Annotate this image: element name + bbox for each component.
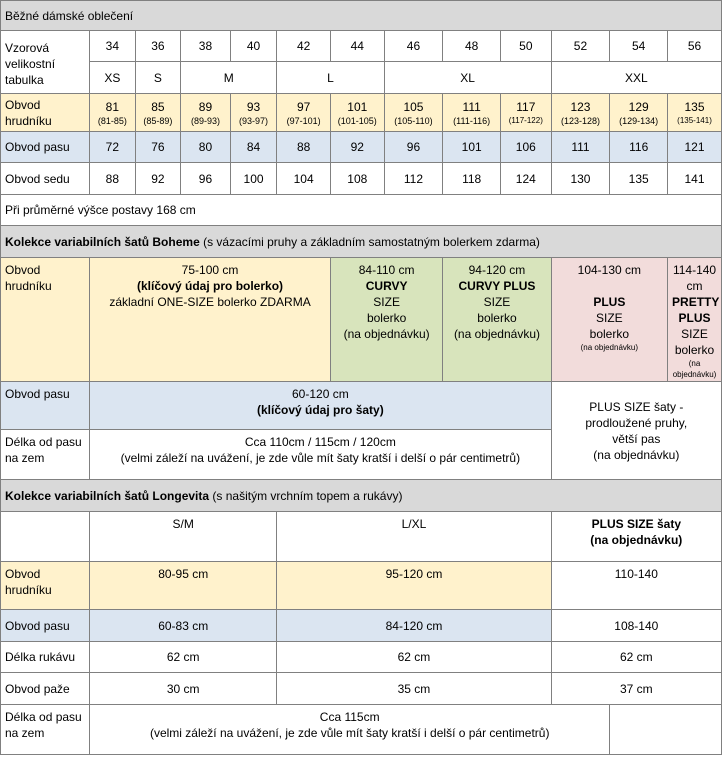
- waist-cell: 111: [551, 132, 610, 163]
- hip-cell: 88: [90, 163, 136, 195]
- longevita-subtitle: (s našitým vrchním topem a rukávy): [212, 488, 403, 503]
- hip-cell: 100: [230, 163, 277, 195]
- hip-cell: 118: [443, 163, 501, 195]
- waist-cell: 80: [181, 132, 231, 163]
- longevita-arm-label: Obvod paže: [1, 673, 90, 705]
- longevita-col-lxl: L/XL: [277, 512, 551, 562]
- longevita-length-label: Délka od pasu na zem: [1, 705, 90, 755]
- size-table-label: Vzorová velikostní tabulka: [1, 31, 90, 94]
- longevita-col-sm: S/M: [90, 512, 277, 562]
- longevita-sleeve-sm: 62 cm: [90, 642, 277, 673]
- size-letter-cell: XXL: [551, 62, 721, 94]
- waist-cell: 76: [135, 132, 181, 163]
- chest-cell: 85 (85-89): [135, 94, 181, 132]
- longevita-length-value: Cca 115cm (velmi záleží na uvážení, je zde vůle mít šaty kratší i delší o pár centimetrů): [90, 705, 610, 755]
- longevita-chest-label: Obvod hrudníku: [1, 562, 90, 610]
- chest-cell: 111 (111-116): [443, 94, 501, 132]
- hip-cell: 112: [384, 163, 443, 195]
- boheme-chest-plus: 104-130 cm PLUS SIZE bolerko (na objednávku): [551, 258, 667, 382]
- longevita-sleeve-lxl: 62 cm: [277, 642, 551, 673]
- hip-cell: 92: [135, 163, 181, 195]
- longevita-chest-lxl: 95-120 cm: [277, 562, 551, 610]
- size-cell: 56: [668, 31, 722, 62]
- longevita-sleeve-label: Délka rukávu: [1, 642, 90, 673]
- size-cell: 54: [610, 31, 668, 62]
- size-cell: 48: [443, 31, 501, 62]
- size-cell: 42: [277, 31, 331, 62]
- height-note: Při průměrné výšce postavy 168 cm: [1, 195, 722, 226]
- boheme-waist-value: 60-120 cm (klíčový údaj pro šaty): [90, 382, 552, 430]
- hip-cell: 108: [330, 163, 384, 195]
- boheme-title: Kolekce variabilních šatů Boheme: [5, 234, 200, 249]
- boheme-chest-pretty-plus: 114-140 cm PRETTY PLUS SIZE bolerko (na objednávku): [668, 258, 722, 382]
- size-cell: 40: [230, 31, 277, 62]
- chest-cell: 93 (93-97): [230, 94, 277, 132]
- size-cell: 50: [501, 31, 552, 62]
- hip-cell: 96: [181, 163, 231, 195]
- hip-cell: 141: [668, 163, 722, 195]
- size-cell: 52: [551, 31, 610, 62]
- waist-cell: 72: [90, 132, 136, 163]
- waist-cell: 92: [330, 132, 384, 163]
- longevita-chest-sm: 80-95 cm: [90, 562, 277, 610]
- longevita-waist-plus: 108-140: [551, 610, 721, 642]
- longevita-col-plus: PLUS SIZE šaty (na objednávku): [551, 512, 721, 562]
- longevita-arm-sm: 30 cm: [90, 673, 277, 705]
- waist-cell: 88: [277, 132, 331, 163]
- hip-cell: 104: [277, 163, 331, 195]
- hip-cell: 130: [551, 163, 610, 195]
- chest-cell: 123 (123-128): [551, 94, 610, 132]
- boheme-chest-curvy: 84-110 cm CURVY SIZE bolerko (na objednávku): [330, 258, 442, 382]
- size-letter-cell: XS: [90, 62, 136, 94]
- hip-cell: 124: [501, 163, 552, 195]
- boheme-subtitle: (s vázacími pruhy a základním samostatným bolerkem zdarma): [203, 234, 540, 249]
- size-cell: 46: [384, 31, 443, 62]
- waist-cell: 101: [443, 132, 501, 163]
- size-cell: 36: [135, 31, 181, 62]
- chest-cell: 101 (101-105): [330, 94, 384, 132]
- size-letter-cell: S: [135, 62, 181, 94]
- longevita-arm-plus: 37 cm: [551, 673, 721, 705]
- boheme-chest-label: Obvod hrudníku: [1, 258, 90, 382]
- size-letter-cell: XL: [384, 62, 551, 94]
- boheme-length-label: Délka od pasu na zem: [1, 430, 90, 480]
- longevita-chest-plus: 110-140: [551, 562, 721, 610]
- hip-cell: 135: [610, 163, 668, 195]
- chest-cell: 97 (97-101): [277, 94, 331, 132]
- chest-cell: 117 (117-122): [501, 94, 552, 132]
- waist-cell: 121: [668, 132, 722, 163]
- longevita-waist-label: Obvod pasu: [1, 610, 90, 642]
- chest-cell: 81 (81-85): [90, 94, 136, 132]
- chest-cell: 89 (89-93): [181, 94, 231, 132]
- chest-cell: 105 (105-110): [384, 94, 443, 132]
- longevita-waist-sm: 60-83 cm: [90, 610, 277, 642]
- size-letter-cell: L: [277, 62, 384, 94]
- chest-cell: 135 (135-141): [668, 94, 722, 132]
- waist-label: Obvod pasu: [1, 132, 90, 163]
- page-title: Běžné dámské oblečení: [1, 1, 722, 31]
- longevita-waist-lxl: 84-120 cm: [277, 610, 551, 642]
- size-cell: 44: [330, 31, 384, 62]
- waist-cell: 116: [610, 132, 668, 163]
- waist-cell: 84: [230, 132, 277, 163]
- longevita-sleeve-plus: 62 cm: [551, 642, 721, 673]
- longevita-arm-lxl: 35 cm: [277, 673, 551, 705]
- waist-cell: 96: [384, 132, 443, 163]
- boheme-length-value: Cca 110cm / 115cm / 120cm (velmi záleží na uvážení, je zde vůle mít šaty kratší i delší o pár centimetrů): [90, 430, 552, 480]
- size-cell: 34: [90, 31, 136, 62]
- boheme-section-header: [1, 226, 722, 258]
- chest-cell: 129 (129-134): [610, 94, 668, 132]
- longevita-empty-cell: [1, 512, 90, 562]
- waist-cell: 106: [501, 132, 552, 163]
- size-letter-cell: M: [181, 62, 277, 94]
- boheme-chest-curvy-plus: 94-120 cm CURVY PLUS SIZE bolerko (na objednávku): [443, 258, 551, 382]
- boheme-chest-basic: 75-100 cm (klíčový údaj pro bolerko) základní ONE-SIZE bolerko ZDARMA: [90, 258, 331, 382]
- longevita-section-header: [1, 480, 722, 512]
- size-cell: 38: [181, 31, 231, 62]
- boheme-plus-note: PLUS SIZE šaty - prodloužené pruhy, větší pas (na objednávku): [551, 382, 721, 480]
- longevita-length-empty: [610, 705, 722, 755]
- hip-label: Obvod sedu: [1, 163, 90, 195]
- boheme-waist-label: Obvod pasu: [1, 382, 90, 430]
- chest-label: Obvod hrudníku: [1, 94, 90, 132]
- longevita-title: Kolekce variabilních šatů Longevita: [5, 488, 210, 503]
